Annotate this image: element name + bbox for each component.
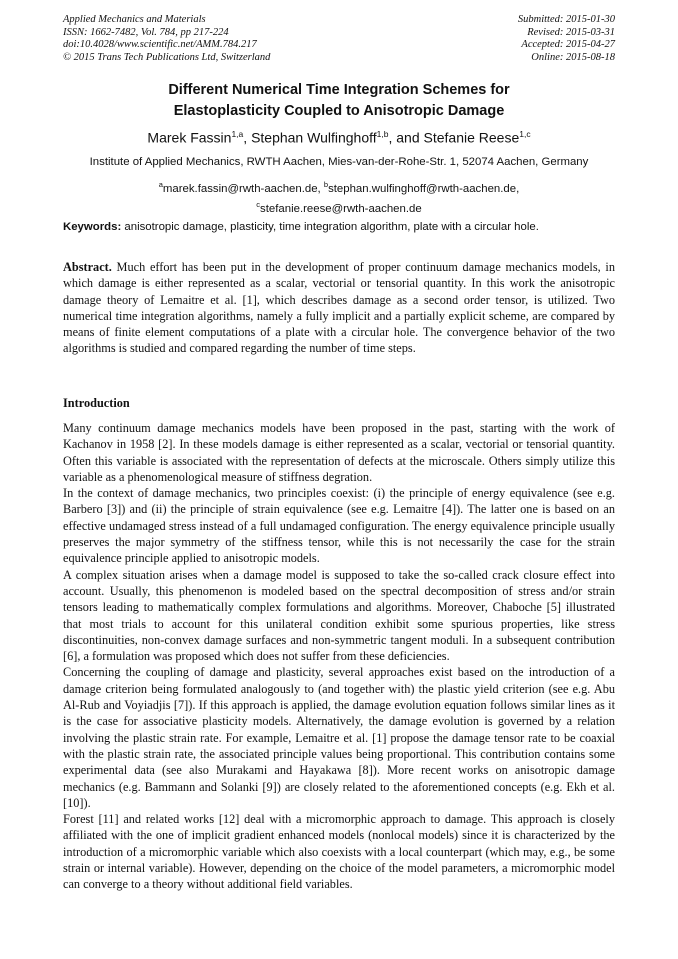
journal-doi: doi:10.4028/www.scientific.net/AMM.784.217 [63,39,257,50]
keywords-text: anisotropic damage, plasticity, time integration algorithm, plate with a circular hole. [121,221,539,233]
author-separator: , [243,129,252,146]
author-3-affiliation: 1,c [519,129,531,139]
paragraph: Concerning the coupling of damage and plasticity, several approaches exist based on the introduction of a damage criterion being formulated analogously to (and together with) the plastic yield criterion (see e.g. Abu Al-Rub and Voyiadjis [7]). If this approach is applied, the damage evolution equation follows similar lines as it is the case for associative plasticity models. Alternatively, the damage evolution is governed by a relation involving the plastic strain rate. For example, Lemaitre et al. [1] propose the damage tensor rate to be coaxial with the plastic strain rate, the associated principle values being proportional. This contribution contains some experimental data (see also Murakami and Hayakawa [8]). More recent works on anisotropic damage mechanics (e.g. Bammann and Solanki [9]) are closely related to the aforementioned concepts (e.g. Ekh et al. [10]). [63,665,615,810]
author-1-affiliation: 1,a [231,129,244,139]
author-1: Marek Fassin [147,129,232,146]
paragraph: A complex situation arises when a damage model is supposed to take the so-called crack closure effect into account. Usually, this phenomenon is modeled based on the spectral decomposition of stress and/or strain tensors leading to mathematically complex formulations and algorithms. Moreover, Chaboche [5] illustrated that most trials to account for this unilateral condition exhibit some spurious properties, like stress discontinuities, non-convex damage surfaces and non-symmetric tangent moduli. In a subsequent contribution [6], a formulation was proposed which does not suffer from these deficiencies. [63,567,615,664]
author-2: Stephan Wulfinghoff [251,129,377,146]
email-c-mark: c [256,199,261,209]
journal-copyright: © 2015 Trans Tech Publications Ltd, Switzerland [63,51,271,63]
author-separator: , and [388,129,424,146]
email-b: stephan.wulfinghoff@rwth-aachen.de, [328,182,520,195]
date-revised: Revised: 2015-03-31 [527,26,615,38]
publication-dates [518,14,615,64]
email-c: stefanie.reese@rwth-aachen.de [260,202,422,215]
journal-issn: ISSN: 1662-7482, Vol. 784, pp 217-224 [63,26,229,38]
abstract-text: Much effort has been put in the development of proper continuum damage mechanics models, in which damage is either represented as a scalar, vectorial or tensorial quantity. In this work the anisotropic damage theory of Lemaitre et al. [1], which describes damage as a second order tensor, is utilized. Two numerical time integration algorithms, namely a fully implicit and a partially explicit scheme, are compared by means of finite element computations of a plate with a circular hole. The convergence behavior of the two algorithms is studied and compared regarding the number of time steps. [63,260,615,356]
date-online: Online: 2015-08-18 [531,51,615,63]
email-line-2 [63,197,615,217]
keywords-label: Keywords: [63,221,122,233]
email-b-mark: b [323,180,329,189]
journal-header [63,14,615,64]
author-3: Stefanie Reese [423,129,520,146]
abstract [63,259,615,357]
paragraph: In the context of damage mechanics, two principles coexist: (i) the principle of energy equivalence (see e.g. Barbero [3]) and (ii) the principle of strain equivalence (see e.g. Lemaitre [4]). The latter one is based on an effective undamaged stress instead of a full undamaged configuration. The energy equivalence principle usually preserves the major symmetry of the stiffness tensor, while this is not necessarily the case for the strain equivalence principle applied to anisotropic models. [63,486,615,566]
paragraph: Many continuum damage mechanics models have been proposed in the past, starting with the work of Kachanov in 1958 [2]. In these models damage is either represented as a scalar, vectorial or tensorial quantity. Often this variable is associated with the representation of defects at the microscale. Others simply utilize this variable as a phenomenological measure of stiffness degration. [63,421,615,484]
abstract-label: Abstract. [63,260,112,274]
date-accepted: Accepted: 2015-04-27 [521,39,615,50]
email-a-mark: a [158,180,163,189]
journal-name: Applied Mechanics and Materials [63,14,206,25]
author-2-affiliation: 1,b [376,129,389,139]
email-a: marek.fassin@rwth-aachen.de, [162,182,324,195]
journal-info [63,14,270,64]
author-emails [63,177,615,217]
affiliation: Institute of Applied Mechanics, RWTH Aachen, Mies-van-der-Rohe-Str. 1, 52074 Aachen, Germany [89,156,589,168]
paper-title [63,80,615,122]
author-list [40,129,638,146]
title-line-2: Elastoplasticity Coupled to Anisotropic Damage [173,103,505,119]
section-heading-introduction: Introduction [63,396,130,410]
email-line-1 [63,177,615,197]
paragraph: Forest [11] and related works [12] deal with a micromorphic approach to damage. This approach is closely affiliated with the one of implicit gradient enhanced models (nonlocal models) since it is characterized by the introduction of a micromorphic variable which also coexists with a local counterpart (which may, e.g., be some strain or internal variable). However, depending on the choice of the model parameters, a micromorphic model can converge to a theory without additional field variables. [63,812,615,892]
introduction-body [63,420,615,893]
date-submitted: Submitted: 2015-01-30 [517,14,615,25]
title-line-1: Different Numerical Time Integration Schemes for [168,82,510,98]
keywords [63,221,623,233]
